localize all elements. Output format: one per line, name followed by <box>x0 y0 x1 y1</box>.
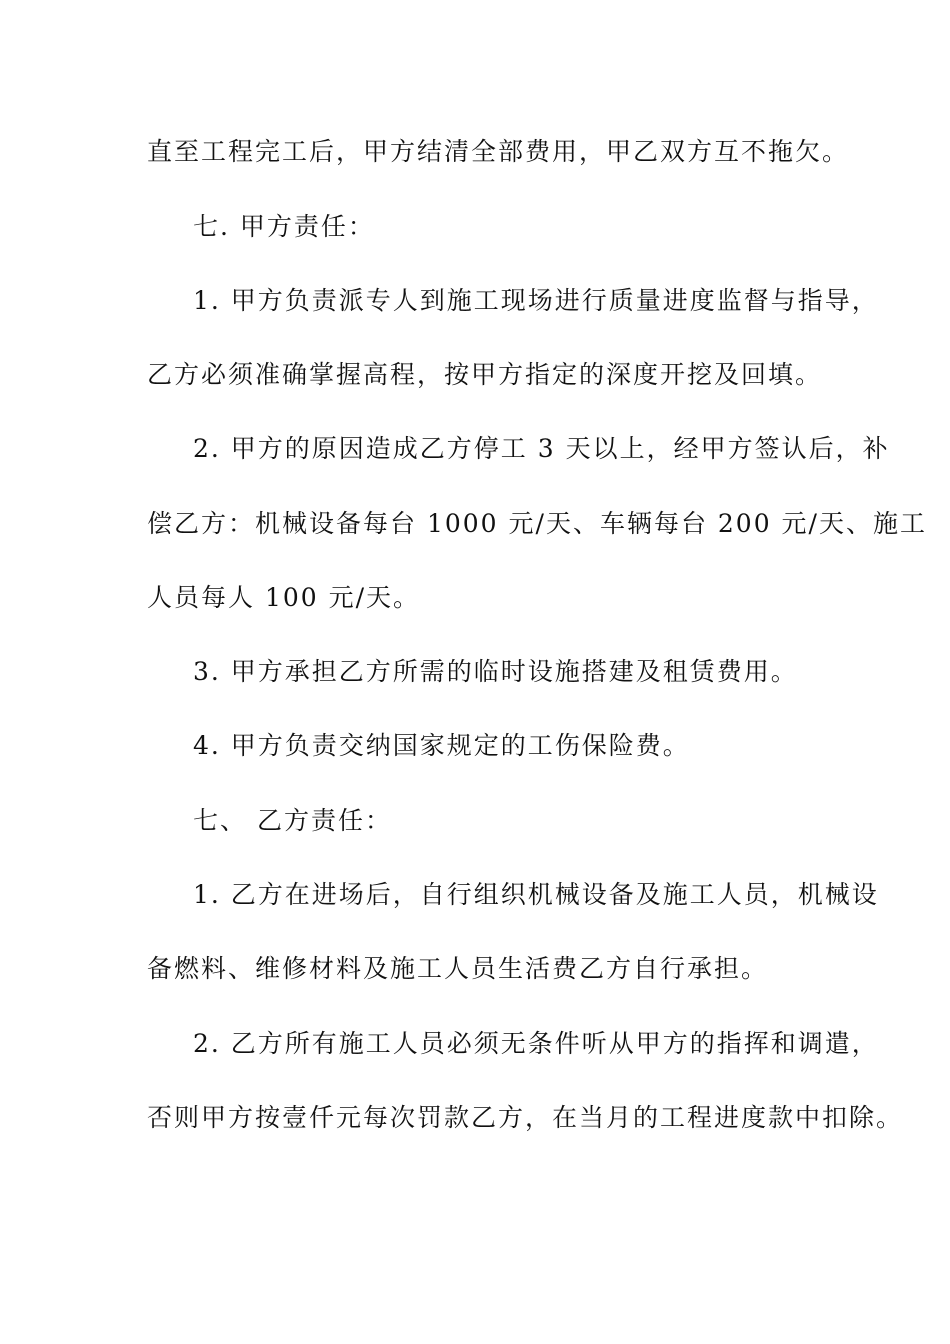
text-line: 否则甲方按壹仟元每次罚款乙方，在当月的工程进度款中扣除。 <box>147 1103 904 1132</box>
text-line: 4. 甲方负责交纳国家规定的工伤保险费。 <box>193 731 690 760</box>
section-heading: 七、 乙方责任： <box>193 806 392 835</box>
text-line: 人员每人 100 元/天。 <box>147 583 421 612</box>
text-line: 备燃料、维修材料及施工人员生活费乙方自行承担。 <box>147 954 769 983</box>
text-line: 直至工程完工后，甲方结清全部费用，甲乙双方互不拖欠。 <box>147 137 850 166</box>
text-line: 1. 乙方在进场后，自行组织机械设备及施工人员，机械设 <box>193 880 879 909</box>
text-line: 2. 乙方所有施工人员必须无条件听从甲方的指挥和调遣， <box>193 1029 879 1058</box>
text-line: 3. 甲方承担乙方所需的临时设施搭建及租赁费用。 <box>193 657 798 686</box>
text-line: 1. 甲方负责派专人到施工现场进行质量进度监督与指导， <box>193 286 879 315</box>
text-line: 2. 甲方的原因造成乙方停工 3 天以上，经甲方签认后，补 <box>193 434 890 463</box>
text-line: 偿乙方：机械设备每台 1000 元/天、车辆每台 200 元/天、施工 <box>147 509 927 538</box>
section-heading: 七. 甲方责任： <box>193 212 375 241</box>
text-line: 乙方必须准确掌握高程，按甲方指定的深度开挖及回填。 <box>147 360 823 389</box>
